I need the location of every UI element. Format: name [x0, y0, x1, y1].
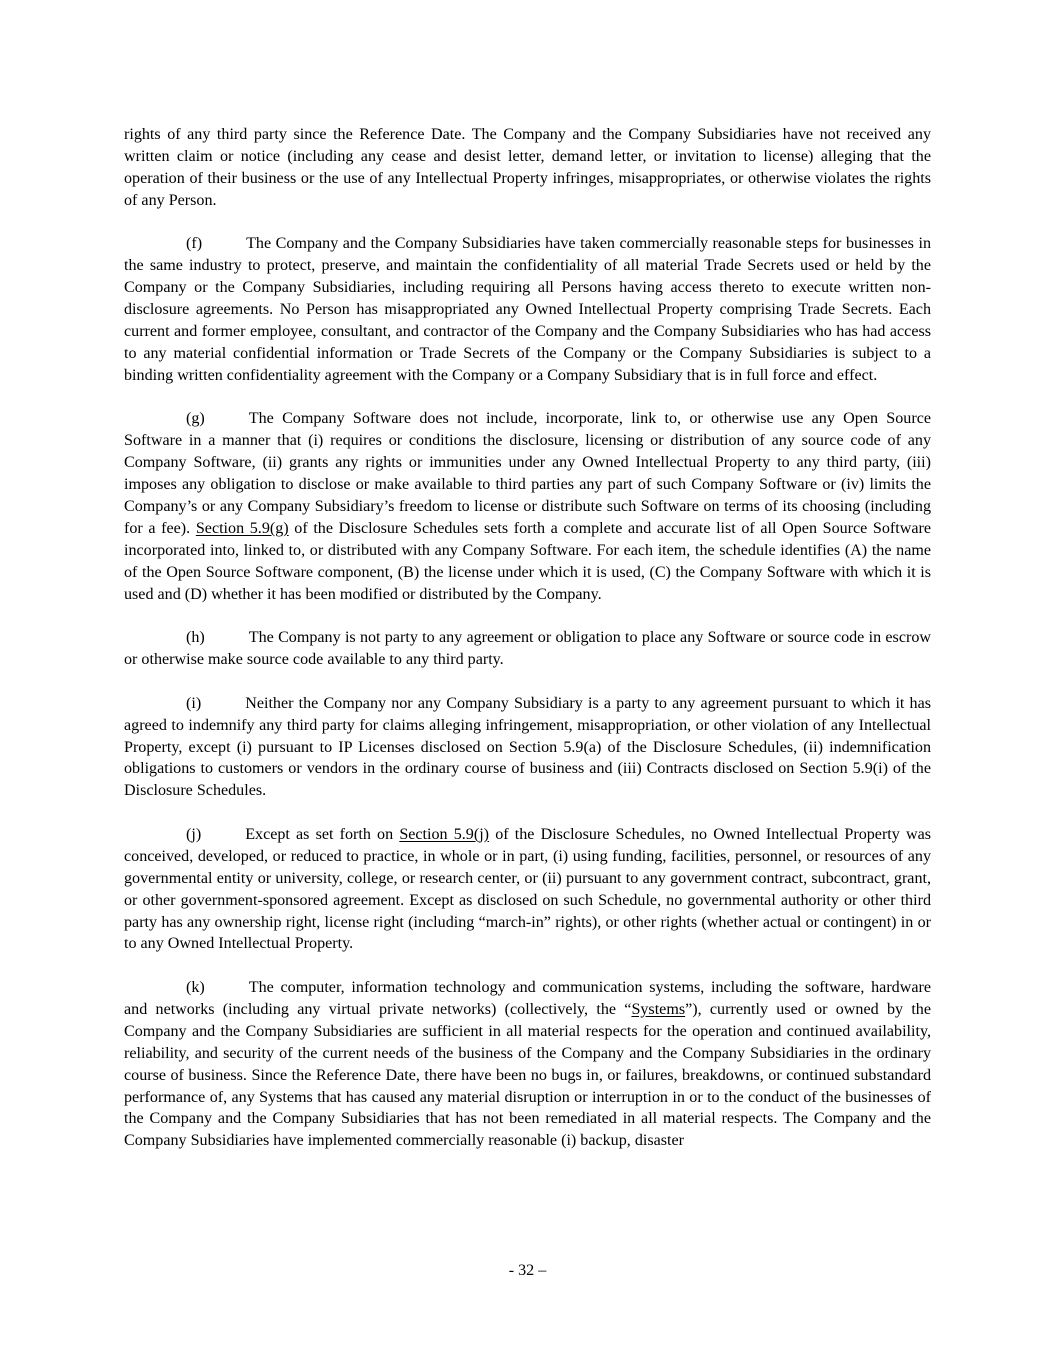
defined-term-systems: Systems [631, 1000, 686, 1018]
section-label: (g) [186, 410, 205, 428]
section-i-paragraph [124, 693, 931, 803]
section-text-continued: of the Disclosure Schedules, no Owned Intellectual Property was conceived, developed, or reduced to practice, in whole or in part, (i) using funding, facilities, personnel, or resources of any governmental entity or university, college, or research center, or (ii) pursuant to any government contract, subcontract, grant, or other government-sponsored agreement. Except as disclosed on such Schedule, no governmental authority or other third party has any ownership right, license right (including “march-in” rights), or other rights (whether actual or contingent) in or to any Owned Intellectual Property. [124, 825, 931, 953]
section-text-continued: of the Disclosure Schedules sets forth a complete and accurate list of all Open Source Software incorporated into, linked to, or distributed with any Company Software. For each item, the schedule identifies (A) the name of the Open Source Software component, (B) the license under which it is used, (C) the Company Software with which it is used and (D) whether it has been modified or distributed by the Company. [124, 519, 932, 603]
section-label: (j) [186, 825, 202, 843]
section-text: Neither the Company nor any Company Subsidiary is a party to any agreement pursuant to which it has agreed to indemnify any third party for claims alleging infringement, misappropriation, or other violation of any Intellectual Property, except (i) pursuant to IP Licenses disclosed on Section 5.9(a) of the Disclosure Schedules, (ii) indemnification obligations to customers or vendors in the ordinary course of business and (iii) Contracts disclosed on Section 5.9(i) of the Disclosure Schedules. [124, 694, 931, 800]
section-text-continued: ”), currently used or owned by the Company and the Company Subsidiaries are sufficient in all material respects for the operation and continued availability, reliability, and security of the current needs of the business of the Company and the Company Subsidiaries in the ordinary course of business. Since the Reference Date, there have been no bugs in, or failures, breakdowns, or continued substandard performance of, any Systems that has caused any material disruption or interruption in or to the conduct of the businesses of the Company and the Company Subsidiaries that has not been remediated in all material respects. The Company and the Company Subsidiaries have implemented commercially reasonable (i) backup, disaster [124, 1000, 931, 1150]
section-reference: Section 5.9(j) [399, 825, 490, 843]
section-j-paragraph [124, 824, 931, 955]
section-h-paragraph [124, 627, 931, 671]
section-label: (f) [186, 235, 203, 253]
section-label: (h) [186, 629, 205, 647]
section-label: (i) [186, 694, 202, 712]
section-text: The Company Software does not include, incorporate, link to, or otherwise use any Open Source Software in a manner that (i) requires or conditions the disclosure, licensing or distribution of any source code of any Company Software, (ii) grants any rights or immunities under any Owned Intellectual Property to any third party, (iii) imposes any obligation to disclose or make available to third parties any part of such Company Software or (iv) limits the Company’s or any Company Subsidiary’s freedom to license or distribute such Software on terms of its choosing (including for a fee). [124, 410, 931, 537]
section-text: The Company is not party to any agreement or obligation to place any Software or source code in escrow or otherwise make source code available to any third party. [124, 629, 931, 669]
document-page [124, 124, 931, 1174]
section-k-paragraph [124, 977, 931, 1152]
section-text: The computer, information technology and communication systems, including the software, hardware and networks (including any virtual private networks) (collectively, the “ [124, 979, 931, 1018]
section-f-paragraph [124, 233, 931, 386]
section-text: Except as set forth on [245, 825, 394, 843]
page-number: - 32 – [508, 1262, 547, 1279]
section-g-paragraph [124, 408, 931, 605]
section-reference: Section 5.9(g) [195, 519, 289, 537]
opening-paragraph: rights of any third party since the Reference Date. The Company and the Company Subsidiaries have not received any written claim or notice (including any cease and desist letter, demand letter, or invitation to license) alleging that the operation of their business or the use of any Intellectual Property infringes, misappropriates, or otherwise violates the rights of any Person. [124, 126, 931, 209]
section-text: The Company and the Company Subsidiaries have taken commercially reasonable steps for businesses in the same industry to protect, preserve, and maintain the confidentiality of all material Trade Secrets used or held by the Company or the Company Subsidiaries, including requiring all Persons having access thereto to execute written non-disclosure agreements. No Person has misappropriated any Owned Intellectual Property comprising Trade Secrets. Each current and former employee, consultant, and contractor of the Company and the Company Subsidiaries who has had access to any material confidential information or Trade Secrets of the Company or the Company Subsidiaries is subject to a binding written confidentiality agreement with the Company or a Company Subsidiary that is in full force and effect. [124, 235, 931, 384]
section-label: (k) [186, 979, 205, 997]
